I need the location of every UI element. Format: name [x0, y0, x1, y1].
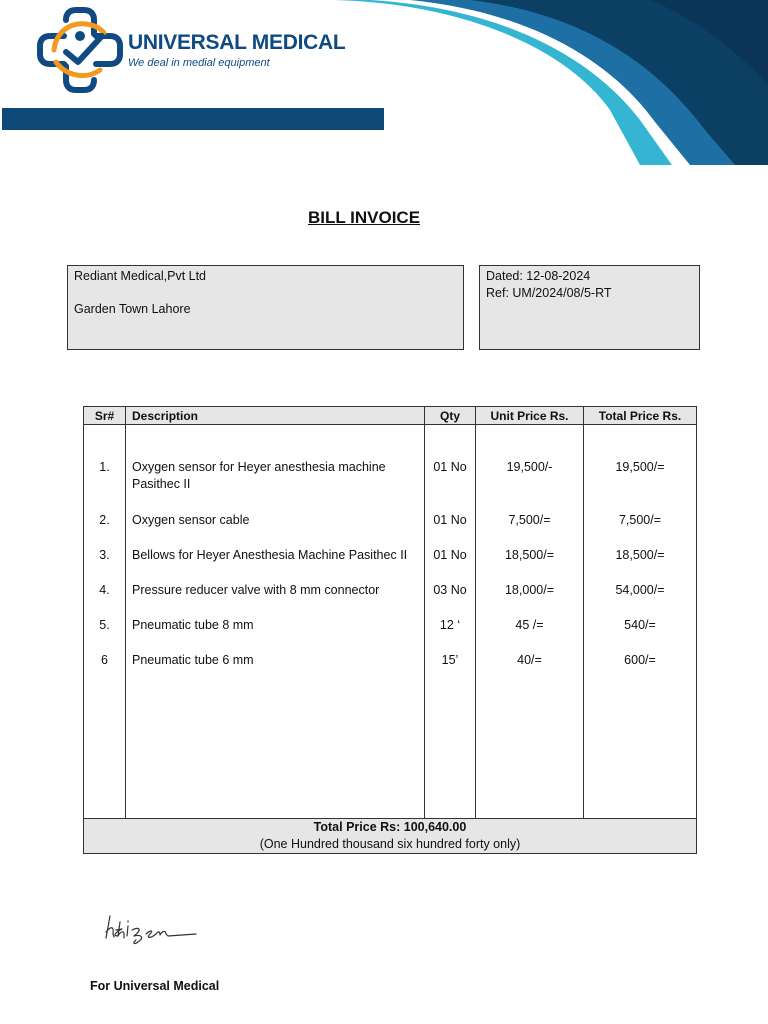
column-header-description: Description: [126, 407, 425, 425]
bill-to-box: [67, 265, 464, 350]
row-qty: 12 ‘: [425, 617, 476, 652]
row-total-price: 540/=: [584, 617, 697, 652]
brand-name: UNIVERSAL MEDICAL: [128, 31, 346, 54]
bill-to-company: Rediant Medical,Pvt Ltd: [74, 269, 207, 283]
table-spacer-row: [84, 425, 697, 460]
invoice-items-table: [83, 406, 697, 854]
table-row: [84, 512, 697, 547]
row-description: Pneumatic tube 8 mm: [126, 617, 425, 652]
table-row: [84, 617, 697, 652]
document-title: BILL INVOICE: [307, 208, 421, 227]
row-description: Bellows for Heyer Anesthesia Machine Pasithec II: [126, 547, 425, 582]
row-qty: 01 No: [425, 547, 476, 582]
invoice-meta-box: [479, 265, 700, 350]
column-header-sr: Sr#: [84, 407, 126, 425]
brand-tagline: We deal in medial equipment: [128, 57, 270, 69]
signed-for-label: For Universal Medical: [90, 979, 220, 993]
row-total-price: 54,000/=: [584, 582, 697, 617]
row-total-price: 600/=: [584, 652, 697, 687]
invoice-date: Dated: 12-08-2024: [486, 269, 591, 283]
table-row: [84, 547, 697, 582]
invoice-reference: Ref: UM/2024/08/5-RT: [486, 286, 612, 300]
medical-cross-logo-icon: [36, 6, 124, 94]
total-cell: [84, 819, 697, 854]
handwritten-signature: [102, 912, 202, 946]
column-header-qty: Qty: [425, 407, 476, 425]
table-total-row: [84, 819, 697, 854]
row-description: Oxygen sensor cable: [126, 512, 425, 547]
row-total-price: 18,500/=: [584, 547, 697, 582]
row-unit-price: 18,000/=: [476, 582, 584, 617]
bill-to-address: Garden Town Lahore: [74, 302, 191, 316]
column-header-unit-price: Unit Price Rs.: [476, 407, 584, 425]
row-sr: 4.: [84, 582, 126, 617]
row-sr: 6: [84, 652, 126, 687]
row-sr: 5.: [84, 617, 126, 652]
row-unit-price: 45 /=: [476, 617, 584, 652]
row-unit-price: 19,500/-: [476, 459, 584, 512]
row-qty: 03 No: [425, 582, 476, 617]
row-unit-price: 40/=: [476, 652, 584, 687]
column-header-total-price: Total Price Rs.: [584, 407, 697, 425]
row-qty: 15’: [425, 652, 476, 687]
row-unit-price: 18,500/=: [476, 547, 584, 582]
total-price-in-words: (One Hundred thousand six hundred forty only): [259, 837, 521, 851]
row-unit-price: 7,500/=: [476, 512, 584, 547]
row-description: Pressure reducer valve with 8 mm connector: [126, 582, 425, 617]
row-sr: 2.: [84, 512, 126, 547]
row-description: Oxygen sensor for Heyer anesthesia machine Pasithec II: [126, 459, 425, 512]
row-description: Pneumatic tube 6 mm: [126, 652, 425, 687]
row-sr: 3.: [84, 547, 126, 582]
row-total-price: 7,500/=: [584, 512, 697, 547]
total-price-label: Total Price Rs: 100,640.00: [313, 820, 467, 834]
row-sr: 1.: [84, 459, 126, 512]
row-qty: 01 No: [425, 512, 476, 547]
table-row: [84, 459, 697, 512]
table-row: [84, 582, 697, 617]
row-qty: 01 No: [425, 459, 476, 512]
table-header-row: [84, 407, 697, 425]
row-total-price: 19,500/=: [584, 459, 697, 512]
table-filler-row: [84, 687, 697, 819]
table-row: [84, 652, 697, 687]
header-blue-band: [2, 108, 384, 130]
